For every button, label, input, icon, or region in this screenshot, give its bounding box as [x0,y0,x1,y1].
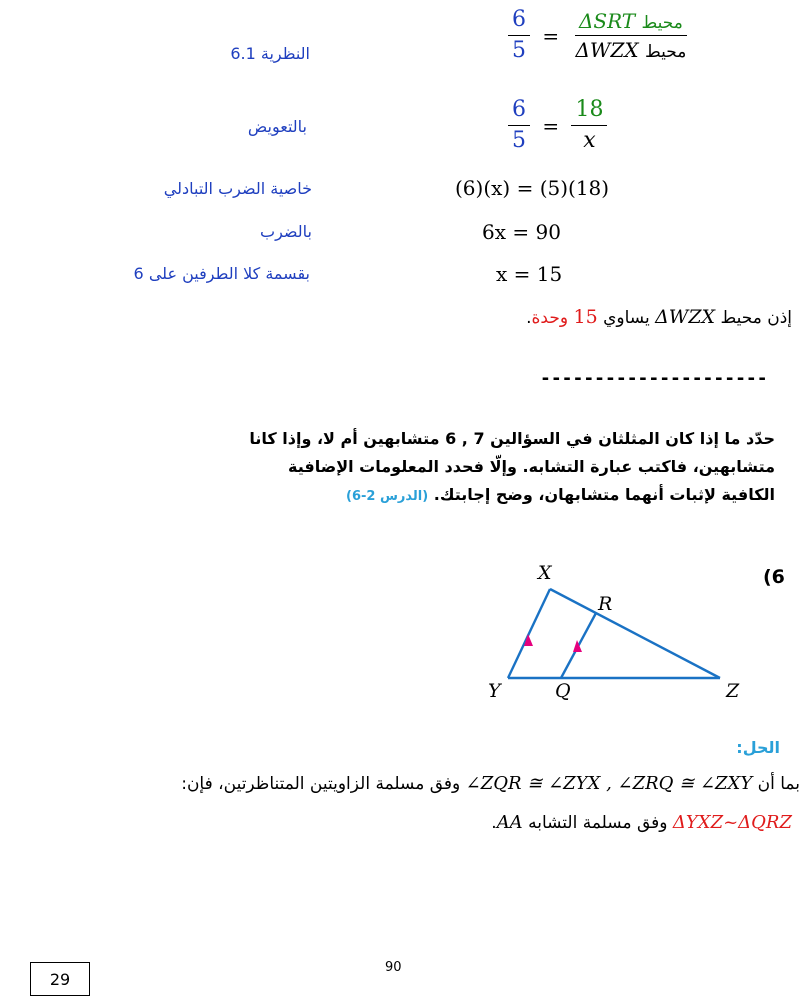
step2-reason: بالتعويض [247,117,307,136]
solution-heading: الحل: [736,738,780,757]
step2-rhs-numerator: 18 [571,98,607,126]
page-box-number: 29 [30,962,90,996]
label-z: Z [726,680,740,702]
step1-equation: $\frac{6}{5}$ = $\frac{\text{محيط ΔSRT}}{\text{محيط ΔWZX}}$ [508,8,690,63]
step1-lhs-denominator: 5 [512,38,526,64]
conclusion-line: إذن محيط ΔWZX يساوي 15 وحدة. [526,306,792,328]
solution-line-2: ΔYXZ~ΔQRZ وفق مسلمة التشابه AA. [491,812,792,833]
step1-lhs-numerator: 6 [508,8,530,36]
page-number: 90 [385,960,402,975]
segment-xy [508,589,550,678]
step3-expression: (6)(x) = (5)(18) [455,176,610,200]
step5-expression: x = 15 [496,262,563,286]
triangle-figure [470,555,790,715]
question-line-3: الكافية لإثبات أنهما متشابهان، وضح إجابتك. (الدرس 2-6) [346,485,775,504]
step4-expression: 6x = 90 [482,220,561,244]
step2-lhs-numerator: 6 [508,98,530,126]
step2-lhs-denominator: 5 [512,128,526,154]
question-text [175,425,775,511]
step2-rhs-denominator: x [583,128,596,154]
step3-reason: خاصية الضرب التبادلي [163,179,312,198]
step1-rhs-numerator: محيط ΔSRT [575,10,687,37]
step2-equation: $\frac{6}{5}$ = $\frac{18}{x}$ [508,98,607,153]
step5-reason: بقسمة كلا الطرفين على 6 [133,264,310,283]
step4-reason: بالضرب [260,222,312,241]
question-number: (6 [763,566,785,588]
segment-xz [550,589,720,678]
question-line-2: متشابهين، فاكتب عبارة التشابه. وإلّا فحدد المعلومات الإضافية [288,457,775,476]
solution-line-1: بما أن ∠ZQR ≅ ∠ZYX , ∠ZRQ ≅ ∠ZXY وفق مسلمة الزاويتين المتناظرتين، فإن: [181,773,800,794]
label-q: Q [555,680,571,702]
label-r: R [598,593,613,615]
step1-reason: النظرية 6.1 [230,44,310,63]
label-y: Y [488,680,501,702]
separator-dashes: --------------------- [540,368,768,389]
question-line-1: حدّد ما إذا كان المثلثان في السؤالين 7 , 6 متشابهين أم لا، وإذا كانا [249,429,775,448]
label-x: X [538,562,552,584]
step1-rhs-denominator: محيط ΔWZX [575,38,687,63]
lesson-reference: (الدرس 2-6) [346,489,429,504]
